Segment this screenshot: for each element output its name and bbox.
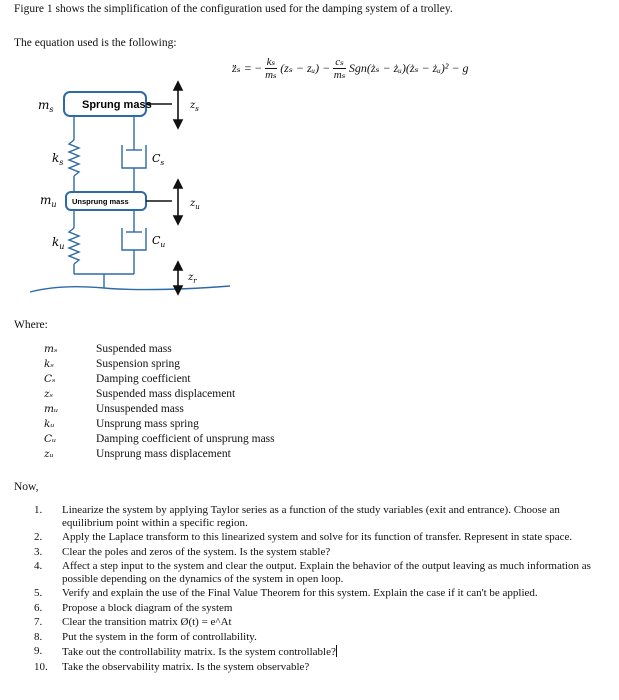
definition-text: Suspended mass <box>96 343 172 355</box>
equation-label: The equation used is the following: <box>14 37 177 49</box>
task-item <box>20 631 605 644</box>
road-surface <box>30 286 230 292</box>
definition-text: Unsuspended mass <box>96 403 184 415</box>
spring-ks <box>69 140 79 176</box>
definition-row <box>44 357 275 372</box>
definition-symbol: zᵤ <box>44 448 54 460</box>
quarter-car-diagram <box>0 0 619 320</box>
unsprung-mass-label: Unsprung mass <box>72 197 129 206</box>
fraction-numerator: kₛ <box>266 56 276 68</box>
definition-symbol: mₛ <box>44 343 58 355</box>
task-item <box>20 661 605 674</box>
label-ms: $m_s$ <box>38 98 54 114</box>
task-number: 10. <box>34 660 48 673</box>
definition-row <box>44 387 275 402</box>
label-zu: $z_u$ <box>190 198 200 211</box>
definition-symbol: kᵤ <box>44 418 55 430</box>
task-item <box>20 560 605 585</box>
task-text: Propose a block diagram of the system <box>62 601 233 614</box>
task-text: Linearize the system by applying Taylor series as a function of the study variables (exit and entrance). Choose an equilibrium point within a specific region. <box>62 504 560 529</box>
task-number: 5. <box>34 587 43 599</box>
definition-symbol: Cᵤ <box>44 433 57 445</box>
fraction-denominator: mₛ <box>265 69 277 81</box>
label-ks: $k_s$ <box>52 151 64 167</box>
fraction-numerator: cₛ <box>335 56 344 68</box>
definition-row <box>44 417 275 432</box>
equation-minus: − <box>254 61 262 75</box>
definition-row <box>44 342 275 357</box>
label-ku: $k_u$ <box>52 235 65 251</box>
definition-row <box>44 447 275 462</box>
definition-symbol: mᵤ <box>44 403 59 415</box>
task-text: Clear the transition matrix Ø(t) = e^At <box>62 616 232 628</box>
equation-term-spring: (zₛ − zᵤ) − <box>280 61 331 75</box>
equation-lhs: z̈ₛ = <box>232 61 252 75</box>
definition-text: Damping coefficient <box>96 373 191 385</box>
definition-text: Suspended mass displacement <box>96 388 236 400</box>
task-item <box>20 616 605 629</box>
definition-row <box>44 372 275 387</box>
task-number: 8. <box>34 630 43 643</box>
equation-term-damper: Sgn(żₛ − żᵤ)(żₛ − żᵤ)² − g <box>348 61 469 75</box>
now-label: Now, <box>14 481 39 493</box>
task-text: Apply the Laplace transform to this linearized system and solve for its function of transfer. Represent in state space. <box>62 531 573 543</box>
task-text: Take out the controllability matrix. Is the system controllable? <box>62 646 336 658</box>
task-number: 9. <box>34 645 43 657</box>
definition-symbol: zₛ <box>44 388 54 400</box>
intro-text: Figure 1 shows the simplification of the configuration used for the damping system of a trolley. <box>14 3 453 15</box>
definition-row <box>44 402 275 417</box>
task-number: 6. <box>34 601 43 614</box>
task-item <box>20 645 605 659</box>
definition-text: Unsprung mass spring <box>96 418 199 430</box>
label-zs: $z_s$ <box>190 100 199 113</box>
task-text: Take the observability matrix. Is the system observable? <box>62 660 310 673</box>
fraction-denominator: mₛ <box>333 69 346 81</box>
task-item <box>20 504 605 529</box>
sprung-mass-label: Sprung mass <box>82 99 152 111</box>
label-zr: $z_r$ <box>188 272 197 285</box>
task-item <box>20 546 605 559</box>
definition-symbol: Cₛ <box>44 373 56 385</box>
label-cu: $C_u$ <box>152 234 166 249</box>
task-number: 3. <box>34 545 43 558</box>
task-number: 1. <box>34 504 43 516</box>
label-mu: $m_u$ <box>40 193 57 209</box>
definition-text: Suspension spring <box>96 358 181 370</box>
task-text: Affect a step input to the system and clear the output. Explain the behavior of the output leaving as much information as possible depending on the dynamics of the system in open loop. <box>62 560 591 585</box>
where-label: Where: <box>14 319 48 331</box>
text-cursor <box>336 645 337 657</box>
definition-row <box>44 432 275 447</box>
task-item <box>20 602 605 615</box>
definition-text: Damping coefficient of unsprung mass <box>96 433 275 445</box>
definitions-list <box>44 342 275 462</box>
label-cs: $C_s$ <box>152 152 165 167</box>
definition-symbol: kₛ <box>44 358 54 370</box>
definition-text: Unsprung mass displacement <box>96 448 231 460</box>
task-number: 2. <box>34 531 43 543</box>
task-text: Verify and explain the use of the Final Value Theorem for this system. Explain the case if it can't be applied. <box>62 587 538 599</box>
task-number: 7. <box>34 616 43 628</box>
spring-ku <box>69 228 79 264</box>
task-text: Clear the poles and zeros of the system. Is the system stable? <box>62 545 331 558</box>
task-item <box>20 587 605 600</box>
task-list <box>20 504 605 675</box>
task-item <box>20 531 605 544</box>
task-number: 4. <box>34 560 43 572</box>
task-text: Put the system in the form of controllability. <box>62 630 257 643</box>
